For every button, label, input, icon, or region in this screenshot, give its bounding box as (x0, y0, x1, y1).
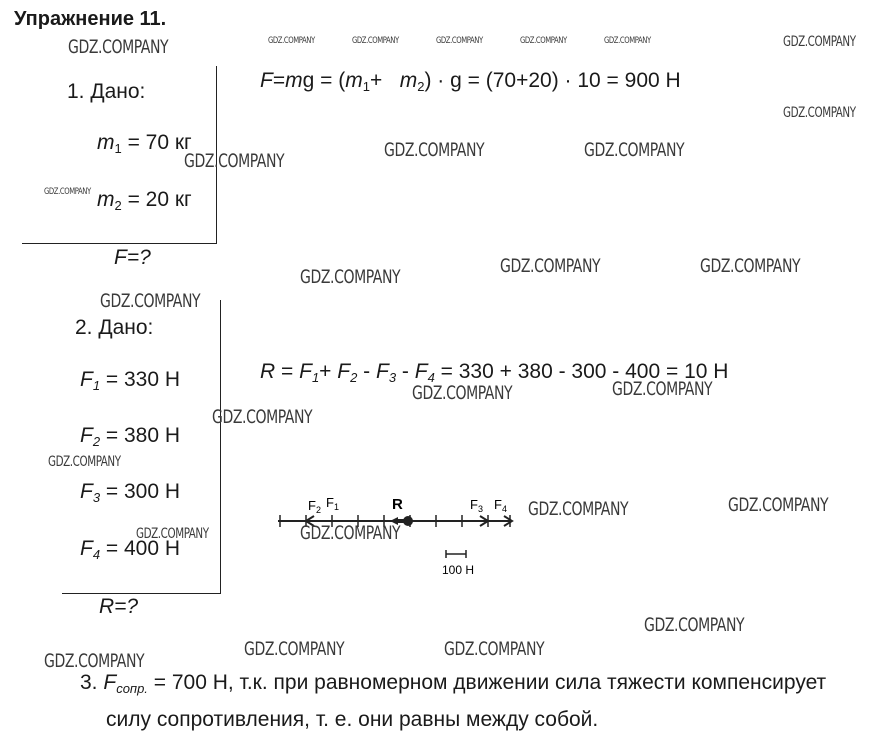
watermark: GDZ.COMPANY (436, 36, 483, 46)
watermark: GDZ.COMPANY (604, 36, 651, 46)
p2-f2-line: $F_2 = 380$ Н (80, 424, 181, 449)
p2-solution-formula: $R = F_1+ F_2 - F_3 - F_4 = 330 + 380 - 300 - 400 = 10$ Н (260, 360, 729, 385)
watermark: GDZ.COMPANY (644, 614, 745, 636)
scale-bar (446, 550, 466, 558)
watermark: GDZ.COMPANY (520, 36, 567, 46)
watermark: GDZ.COMPANY (212, 406, 313, 428)
p1-find-label: F=? (114, 246, 151, 269)
p3-line-2: силу сопротивления, т. е. они равны между собой. (106, 708, 599, 731)
watermark: GDZ.COMPANY (700, 255, 801, 277)
body-point (403, 516, 413, 526)
watermark: GDZ.COMPANY (500, 255, 601, 277)
watermark: GDZ.COMPANY (184, 150, 285, 172)
watermark: GDZ.COMPANY (728, 494, 829, 516)
watermark: GDZ.COMPANY (783, 34, 856, 50)
p1-m1-line: $m_1 = 70$ кг (97, 131, 192, 156)
scale-label: 100 Н (442, 563, 475, 577)
watermark: GDZ.COMPANY (300, 266, 401, 288)
watermark: GDZ.COMPANY (136, 526, 209, 542)
watermark: GDZ.COMPANY (528, 498, 629, 520)
watermark: GDZ.COMPANY (584, 139, 685, 161)
watermark: GDZ.COMPANY (384, 139, 485, 161)
label-f1: $F_1$ (326, 495, 339, 512)
p2-f3-line: $F_3 = 300$ Н (80, 480, 181, 505)
label-f4: $F_4$ (494, 497, 507, 514)
p1-given-label: 1. Дано: (67, 80, 146, 103)
p1-m2-line: $m_2 = 20$ кг (97, 188, 192, 213)
label-f3: $F_3$ (470, 497, 483, 514)
p2-divider-vertical (220, 300, 221, 593)
p2-find-label: R=? (99, 595, 139, 618)
label-f2: $F_2$ (308, 498, 321, 515)
p1-divider-horizontal (22, 243, 217, 244)
exercise-title: Упражнение 11. (14, 8, 167, 30)
watermark: GDZ.COMPANY (44, 650, 145, 672)
watermark: GDZ.COMPANY (68, 36, 169, 58)
watermark: GDZ.COMPANY (244, 638, 345, 660)
watermark: GDZ.COMPANY (412, 382, 513, 404)
label-r: R (392, 496, 403, 513)
p2-f4-line: $F_4 = 400$ Н (80, 537, 181, 562)
p1-solution-formula: $F=mg = (m_1+ m_2) \cdot g = (70+20) \cdot 10 = 900$ Н (260, 69, 681, 94)
watermark: GDZ.COMPANY (100, 290, 201, 312)
p3-line-1: 3. $F_{сопр.} = 700$ Н, т.к. при равномерном движении сила тяжести компенсирует (80, 671, 827, 696)
watermark: GDZ.COMPANY (48, 454, 121, 470)
watermark: GDZ.COMPANY (783, 105, 856, 121)
p2-given-label: 2. Дано: (75, 316, 154, 339)
watermark: GDZ.COMPANY (444, 638, 545, 660)
p2-f1-line: $F_1 = 330$ Н (80, 368, 181, 393)
p2-divider-horizontal (62, 593, 221, 594)
watermark: GDZ.COMPANY (300, 522, 401, 544)
watermark: GDZ.COMPANY (44, 187, 91, 197)
watermark: GDZ.COMPANY (612, 378, 713, 400)
watermark: GDZ.COMPANY (268, 36, 315, 46)
watermark: GDZ.COMPANY (352, 36, 399, 46)
